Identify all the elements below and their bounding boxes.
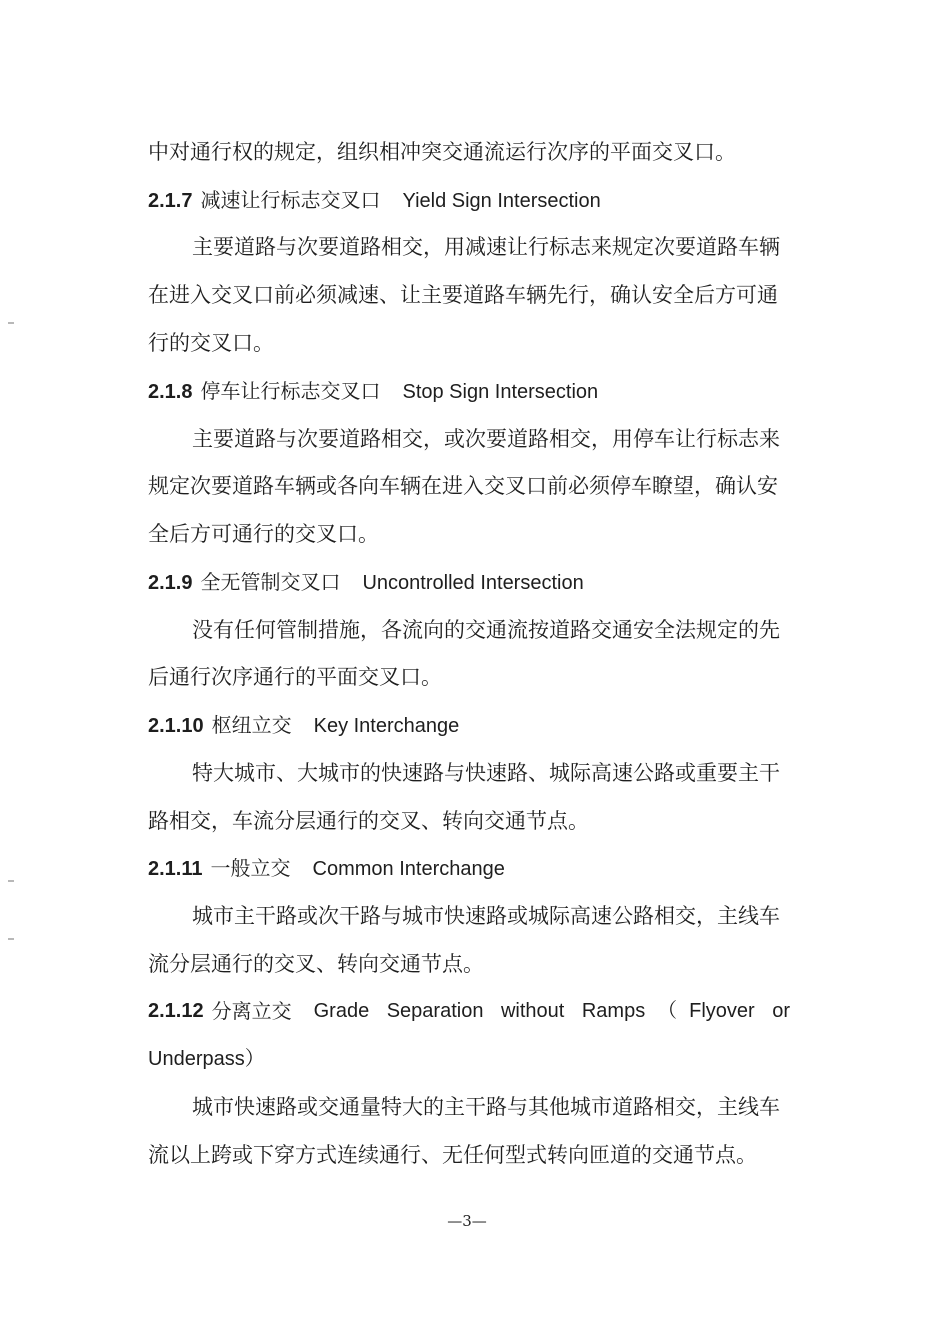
section-title-en-continuation: Underpass） (148, 1048, 265, 1070)
paragraph-line: 城市主干路或次干路与城市快速路或城际高速公路相交，主线车 (192, 904, 780, 928)
paragraph-line: 全后方可通行的交叉口。 (148, 522, 379, 546)
paragraph-line: 城市快速路或交通量特大的主干路与其他城市道路相交，主线车 (192, 1095, 780, 1119)
paragraph-line: 后通行次序通行的平面交叉口。 (148, 665, 442, 689)
paragraph-line: 主要道路与次要道路相交，或次要道路相交，用停车让行标志来 (192, 427, 780, 451)
section-title-zh: 一般立交 (210, 856, 291, 880)
paragraph-line: 主要道路与次要道路相交，用减速让行标志来规定次要道路车辆 (192, 235, 780, 259)
section-title-zh: 减速让行标志交叉口 (200, 188, 381, 212)
page-number: —3— (447, 1212, 487, 1230)
section-number: 2.1.10 (148, 715, 204, 737)
paragraph-line: 特大城市、大城市的快速路与快速路、城际高速公路或重要主干 (192, 761, 780, 785)
section-title-zh: 分离立交 (211, 999, 292, 1023)
section-heading-2-1-10 (148, 710, 808, 741)
paragraph-line: 流分层通行的交叉、转向交通节点。 (148, 952, 484, 976)
section-title-en: Yield Sign Intersection (402, 190, 601, 212)
section-title-en: Stop Sign Intersection (402, 381, 599, 403)
paragraph-line: 路相交，车流分层通行的交叉、转向交通节点。 (148, 809, 589, 833)
section-number: 2.1.7 (148, 190, 193, 212)
section-title-zh: 停车让行标志交叉口 (200, 379, 381, 403)
scan-mark (8, 938, 14, 940)
paragraph-line: 规定次要道路车辆或各向车辆在进入交叉口前必须停车瞭望，确认安 (148, 474, 778, 498)
section-heading-2-1-11 (148, 853, 808, 884)
section-title-en: Grade Separation without Ramps（Flyover or (313, 1000, 790, 1022)
section-heading-2-1-9 (148, 567, 808, 598)
paragraph-line: 流以上跨或下穿方式连续通行、无任何型式转向匝道的交通节点。 (148, 1143, 757, 1167)
section-heading-2-1-12 (148, 996, 790, 1026)
section-number: 2.1.12 (148, 1000, 204, 1022)
section-title-zh: 全无管制交叉口 (200, 570, 341, 594)
section-number: 2.1.11 (148, 858, 203, 880)
paragraph-line: 中对通行权的规定，组织相冲突交通流运行次序的平面交叉口。 (148, 140, 736, 164)
scan-mark (8, 322, 14, 324)
section-number: 2.1.9 (148, 572, 193, 594)
section-title-en: Key Interchange (313, 715, 460, 737)
section-number: 2.1.8 (148, 381, 193, 403)
paragraph-line: 行的交叉口。 (148, 331, 274, 355)
scan-mark (8, 880, 14, 882)
section-title-en: Uncontrolled Intersection (362, 572, 584, 594)
section-title-zh: 枢纽立交 (211, 713, 292, 737)
section-title-en: Common Interchange (312, 858, 505, 880)
paragraph-line: 没有任何管制措施，各流向的交通流按道路交通安全法规定的先 (192, 618, 780, 642)
section-heading-2-1-7 (148, 185, 808, 216)
section-heading-2-1-8 (148, 376, 808, 407)
paragraph-line: 在进入交叉口前必须减速、让主要道路车辆先行，确认安全后方可通 (148, 283, 778, 307)
